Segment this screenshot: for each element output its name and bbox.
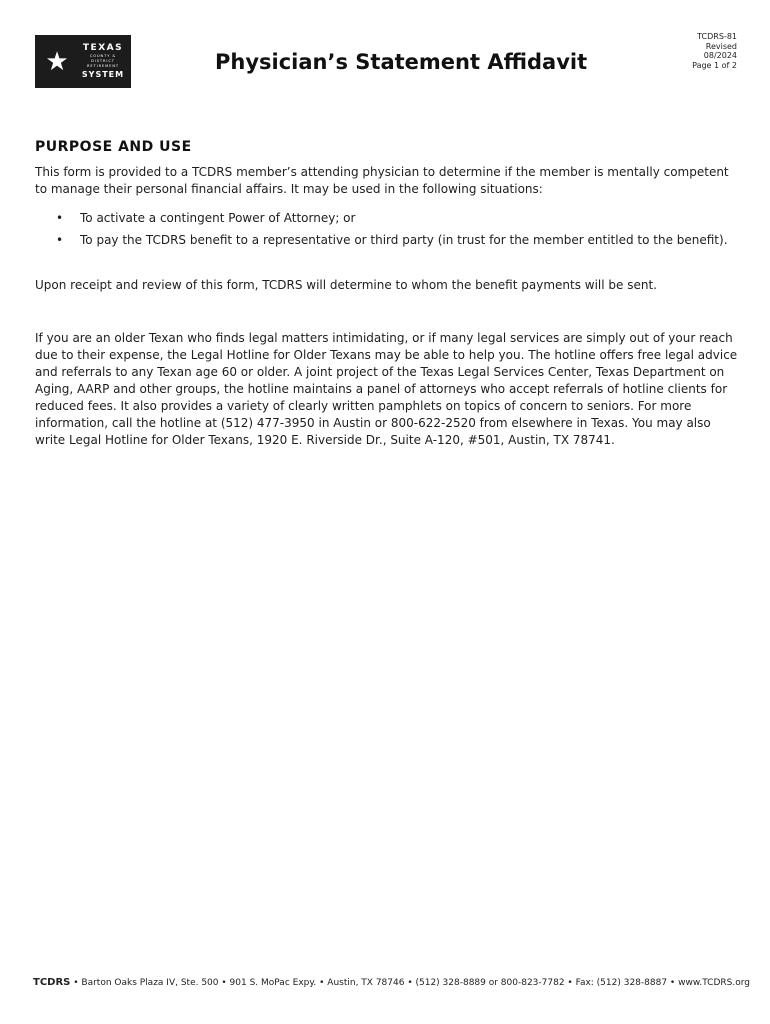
logo-line-3: DISTRICT	[91, 59, 115, 63]
revised-date: 08/2024	[703, 51, 737, 60]
star-icon: ★	[45, 46, 69, 77]
bullet-icon: •	[56, 211, 64, 225]
list-item	[56, 229, 728, 251]
intro-paragraph: This form is provided to a TCDRS member’s attending physician to determine if the member is mentally competent to manage their personal financial affairs. It may be used in the following situations:	[35, 165, 729, 196]
list-item-text: To activate a contingent Power of Attorney; or	[80, 211, 356, 225]
receipt-paragraph: Upon receipt and review of this form, TCDRS will determine to whom the benefit payments will be sent.	[35, 278, 657, 292]
logo-line-4: RETIREMENT	[86, 64, 120, 68]
logo-line-1: TEXAS	[82, 43, 124, 53]
situations-list	[56, 207, 728, 251]
list-item-text: To pay the TCDRS benefit to a representative or third party (in trust for the member entitled to the benefit).	[80, 233, 728, 247]
bullet-icon: •	[56, 233, 64, 247]
list-item	[56, 207, 728, 229]
logo-line-5: SYSTEM	[81, 70, 125, 79]
form-meta	[692, 32, 737, 70]
logo-line-2: COUNTY &	[89, 54, 117, 58]
revised-label: Revised	[705, 41, 737, 51]
footer-address: • Barton Oaks Plaza IV, Ste. 500 • 901 S. MoPac Expy. • Austin, TX 78746 • (512) 328-8889 or 800-823-7782 • Fax: (512) 328-8887 • www.TCDRS.org	[70, 978, 750, 988]
hotline-paragraph: If you are an older Texan who finds legal matters intimidating, or if many legal services are simply out of your reach due to their expense, the Legal Hotline for Older Texans may be able to help you. The hotline offers free legal advice and referrals to any Texan age 60 or older. A joint project of the Texas Legal Services Center, Texas Department on Aging, AARP and other groups, the hotline maintains a panel of attorneys who accept referrals of hotline clients for reduced fees. It also provides a variety of clearly written pamphlets on topics of concern to seniors. For more information, call the hotline at (512) 477-3950 in Austin or 800-622-2520 from elsewhere in Texas. You may also write Legal Hotline for Older Texans, 1920 E. Riverside Dr., Suite A-120, #501, Austin, TX 78741.	[35, 331, 738, 447]
footer-brand: TCDRS	[33, 977, 71, 988]
page-number: Page 1 of 2	[692, 60, 737, 70]
form-id: TCDRS-81	[697, 32, 737, 41]
page-title: Physician’s Statement Affidavit	[215, 50, 588, 74]
section-heading: PURPOSE AND USE	[35, 139, 192, 155]
tcdrs-logo	[35, 35, 131, 88]
footer	[33, 977, 750, 988]
logo-wordmark	[79, 43, 127, 80]
